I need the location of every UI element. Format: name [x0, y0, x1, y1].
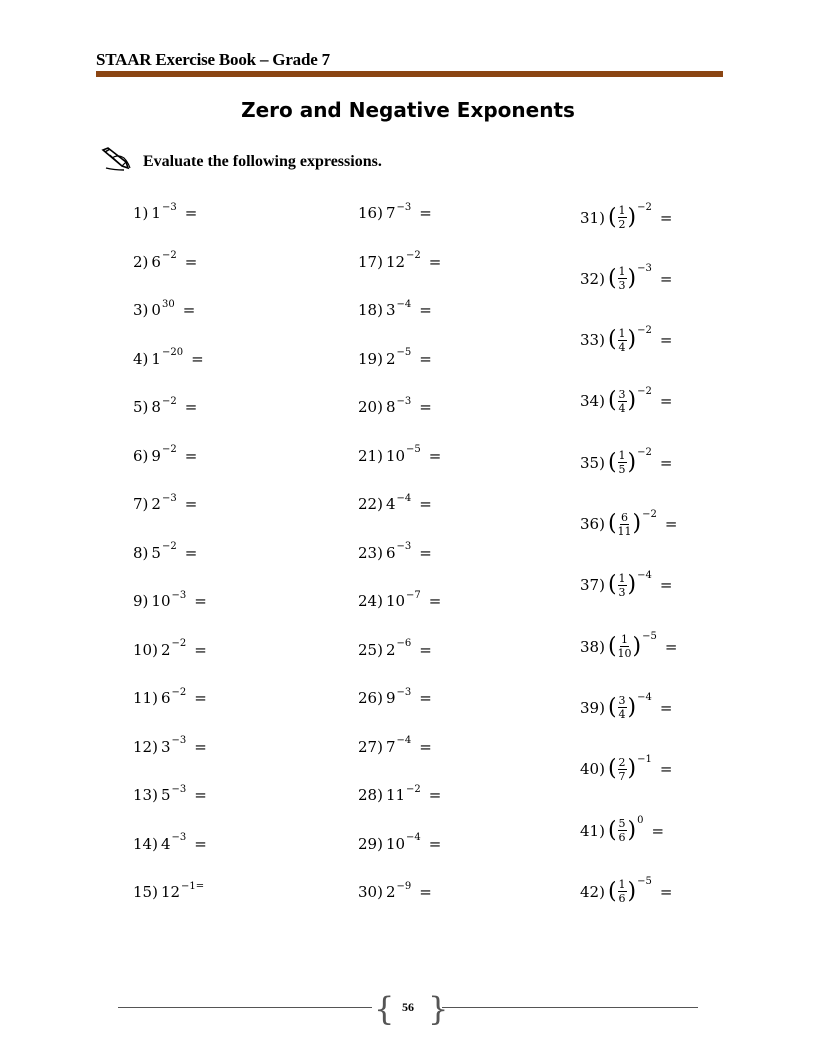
problem-number: 7) [133, 495, 149, 513]
problem-base: 9 [151, 446, 161, 465]
problem-exponent: 30 [161, 298, 175, 310]
problem-item [133, 686, 207, 707]
fraction [618, 757, 627, 782]
problem-exponent: −3 [161, 201, 177, 213]
left-paren: ( [607, 572, 617, 598]
problem-base: 4 [160, 834, 171, 853]
equals-sign: = [194, 786, 207, 804]
right-paren: ) [632, 511, 642, 536]
problem-base: 11 [385, 786, 406, 804]
equals-sign: = [184, 398, 198, 416]
problem-number: 19) [358, 349, 383, 368]
problem-exponent: −1 [637, 753, 652, 765]
problem-number: 29) [358, 834, 383, 853]
header-title: STAAR Exercise Book – Grade 7 [96, 50, 330, 69]
problem-exponent: −2 [406, 783, 421, 795]
problem-number: 36) [580, 515, 605, 533]
problem-exponent: 0 [637, 815, 644, 826]
problem-exponent: −4 [396, 492, 412, 504]
equals-sign: = [184, 252, 198, 271]
problem-item [133, 250, 198, 271]
problem-number: 11) [133, 689, 158, 707]
fraction-numerator: 3 [618, 694, 626, 708]
problem-base: 7 [385, 737, 396, 756]
problem-exponent: −9 [396, 880, 412, 892]
problem-item [133, 589, 207, 610]
problem-item [358, 686, 432, 707]
equals-sign: = [659, 208, 673, 227]
left-paren: ( [607, 204, 617, 230]
problem-base: 1 [151, 204, 161, 222]
problem-exponent: −3 [161, 492, 177, 504]
left-paren: ( [607, 817, 617, 843]
fraction-denominator: 4 [618, 401, 626, 415]
footer-bracket-left: { [374, 990, 395, 1028]
problem-base: 3 [385, 301, 396, 319]
problem-item [580, 692, 673, 722]
page-number: 56 [402, 1000, 414, 1014]
problem-item [358, 880, 432, 901]
problem-item [133, 395, 198, 416]
problem-number: 27) [358, 737, 383, 756]
equals-sign: = [659, 269, 673, 288]
fraction [618, 879, 627, 904]
problem-number: 5) [133, 398, 149, 416]
right-paren: ) [632, 633, 642, 659]
fraction-denominator: 7 [618, 769, 626, 783]
problem-number: 35) [580, 453, 605, 472]
right-paren: ) [627, 327, 637, 353]
problem-exponent: −4 [396, 298, 412, 310]
problem-item [580, 876, 673, 906]
problem-exponent: −5 [637, 876, 652, 888]
problem-item [358, 347, 432, 368]
equals-sign: = [419, 204, 432, 222]
problem-number: 24) [358, 592, 383, 610]
equals-sign: = [428, 834, 442, 853]
problem-base: 6 [160, 689, 171, 707]
problem-item [133, 880, 205, 901]
problem-exponent: −20 [161, 347, 184, 358]
problem-base: 10 [385, 446, 406, 465]
equals-sign: = [419, 737, 432, 756]
problem-base: 1 [151, 349, 161, 368]
fraction-denominator: 4 [618, 340, 626, 354]
problem-item [133, 638, 207, 659]
equals-sign: = [419, 689, 432, 707]
equals-sign: = [419, 301, 432, 319]
fraction-denominator: 6 [618, 892, 626, 906]
fraction-denominator: 2 [618, 218, 626, 231]
problem-exponent: −2 [161, 395, 177, 407]
equals-sign: = [184, 446, 198, 465]
problem-number: 32) [580, 269, 605, 288]
fraction-numerator: 1 [618, 878, 626, 892]
problem-item [580, 753, 673, 783]
left-paren: ( [607, 694, 617, 720]
problem-exponent: −2 [161, 444, 177, 455]
fraction-numerator: 3 [618, 387, 626, 401]
problem-item [133, 201, 198, 222]
problem-exponent: −3 [396, 201, 412, 213]
problem-item [580, 324, 673, 354]
equals-sign: = [428, 252, 442, 271]
problem-number: 2) [133, 252, 149, 271]
problem-base: 12 [385, 252, 406, 271]
problem-exponent: −5 [406, 444, 421, 455]
problem-exponent: −3 [171, 589, 187, 601]
fraction [618, 266, 627, 291]
fraction-numerator: 1 [618, 204, 626, 217]
equals-sign: = [659, 882, 673, 901]
problem-item [133, 347, 204, 368]
problem-exponent: −2 [637, 385, 652, 397]
fraction-denominator: 6 [618, 831, 626, 844]
problem-number: 14) [133, 834, 158, 853]
problem-item [133, 444, 198, 465]
problem-item [133, 298, 196, 319]
fraction-expression [607, 876, 652, 906]
fraction-expression [607, 753, 652, 783]
problem-item [358, 395, 432, 416]
fraction [618, 634, 632, 659]
problem-number: 40) [580, 760, 605, 779]
problem-number: 10) [133, 640, 158, 659]
problem-exponent: −3 [396, 686, 412, 698]
fraction-denominator: 3 [618, 585, 626, 599]
equals-sign: = [659, 392, 673, 411]
fraction-numerator: 5 [618, 817, 626, 830]
problem-item [580, 631, 678, 661]
fraction [618, 389, 627, 414]
problem-number: 42) [580, 882, 605, 901]
problem-number: 31) [580, 208, 605, 227]
right-paren: ) [627, 449, 637, 475]
fraction-expression [607, 815, 644, 844]
problem-number: 21) [358, 446, 383, 465]
problem-exponent: −2 [637, 447, 652, 459]
right-paren: ) [627, 694, 637, 720]
problem-base: 9 [385, 689, 396, 707]
left-paren: ( [607, 878, 617, 904]
problem-base: 8 [151, 398, 161, 416]
problem-number: 3) [133, 301, 149, 319]
problem-number: 39) [580, 698, 605, 717]
problem-number: 18) [358, 301, 383, 319]
problem-exponent: −3 [171, 832, 187, 843]
fraction-expression [607, 263, 652, 293]
problem-item [358, 735, 432, 756]
problem-number: 8) [133, 543, 149, 562]
problem-item [580, 569, 673, 599]
problem-exponent: −3 [637, 263, 652, 275]
equals-sign: = [194, 689, 207, 707]
problem-item [358, 589, 442, 610]
fraction-numerator: 1 [618, 571, 626, 585]
equals-sign: = [194, 640, 207, 659]
problem-item [358, 832, 442, 853]
equals-sign: = [428, 446, 442, 465]
left-paren: ( [607, 265, 617, 291]
fraction [618, 818, 627, 843]
problem-base: 5 [160, 786, 171, 804]
fraction-denominator: 11 [617, 524, 632, 538]
equals-sign: = [184, 543, 198, 562]
problem-number: 6) [133, 446, 149, 465]
left-paren: ( [607, 633, 617, 659]
fraction-numerator: 1 [618, 265, 626, 279]
fraction-denominator: 3 [618, 279, 626, 293]
footer-bracket-right: } [428, 990, 449, 1028]
problem-number: 9) [133, 592, 149, 610]
fraction-numerator: 2 [618, 755, 626, 769]
problem-exponent: −7 [406, 589, 421, 601]
problem-base: 8 [385, 398, 396, 416]
instruction: Evaluate the following expressions. [143, 153, 382, 170]
fraction-expression [607, 202, 652, 231]
fraction-expression [607, 447, 652, 477]
problem-exponent: −2 [642, 508, 657, 520]
fraction-numerator: 1 [618, 449, 626, 463]
problem-base: 10 [385, 834, 406, 853]
problem-exponent: −2 [171, 686, 187, 698]
fraction [618, 512, 632, 537]
fraction-denominator: 4 [618, 708, 626, 722]
problem-exponent: −2 [406, 250, 421, 261]
equals-sign: = [651, 821, 665, 840]
problem-number: 34) [580, 392, 605, 411]
problem-exponent: −2 [637, 324, 652, 336]
equals-sign: = [194, 834, 207, 853]
right-paren: ) [627, 204, 637, 230]
problem-number: 38) [580, 637, 605, 656]
problem-item [133, 735, 207, 756]
problem-exponent: −2 [161, 541, 177, 552]
right-paren: ) [627, 265, 637, 291]
problem-exponent: −5 [396, 347, 412, 358]
problem-exponent: −3 [396, 395, 412, 407]
problem-number: 30) [358, 883, 383, 901]
fraction [618, 695, 627, 720]
fraction-numerator: 1 [618, 326, 626, 340]
problem-item [358, 250, 442, 271]
left-paren: ( [607, 756, 617, 782]
problem-number: 17) [358, 252, 383, 271]
page-title: Zero and Negative Exponents [241, 98, 575, 122]
problem-exponent: −4 [406, 832, 421, 843]
equals-sign: = [419, 495, 432, 513]
right-paren: ) [627, 817, 637, 843]
problem-item [133, 492, 198, 513]
equals-sign: = [659, 331, 673, 350]
problem-base: 3 [160, 737, 171, 756]
fraction-numerator: 6 [621, 510, 629, 524]
problem-item [358, 783, 442, 804]
problem-exponent: −1= [181, 880, 205, 892]
fraction-expression [607, 569, 652, 599]
problem-base: 2 [385, 883, 396, 901]
problem-number: 41) [580, 821, 605, 840]
left-paren: ( [607, 327, 617, 353]
problem-exponent: −3 [171, 735, 187, 746]
problem-item [580, 202, 673, 231]
problem-item [133, 541, 198, 562]
problem-number: 23) [358, 543, 383, 562]
right-paren: ) [627, 388, 637, 414]
fraction-expression [607, 508, 657, 538]
fraction [618, 328, 627, 353]
problem-base: 12 [160, 883, 181, 901]
fraction-denominator: 10 [617, 647, 632, 661]
right-paren: ) [627, 572, 637, 598]
equals-sign: = [191, 349, 204, 368]
fraction [618, 205, 627, 230]
problem-number: 28) [358, 786, 383, 804]
left-paren: ( [607, 388, 617, 414]
problem-item [358, 492, 432, 513]
problem-item [580, 263, 673, 293]
problem-exponent: −4 [396, 735, 412, 746]
problem-number: 1) [133, 204, 149, 222]
problem-number: 20) [358, 398, 383, 416]
problem-item [358, 201, 432, 222]
problem-base: 10 [151, 592, 171, 610]
equals-sign: = [419, 398, 432, 416]
problem-item [580, 447, 673, 477]
problem-item [358, 638, 432, 659]
equals-sign: = [659, 576, 673, 595]
problem-base: 6 [151, 252, 161, 271]
problem-base: 2 [160, 640, 171, 659]
problem-base: 2 [385, 349, 396, 368]
problem-number: 33) [580, 331, 605, 350]
problem-item [133, 832, 207, 853]
problem-exponent: −4 [637, 569, 652, 581]
right-paren: ) [627, 878, 637, 904]
equals-sign: = [194, 592, 207, 610]
problem-item [580, 508, 678, 538]
problem-number: 12) [133, 737, 158, 756]
problem-exponent: −3 [396, 541, 412, 552]
equals-sign: = [419, 883, 432, 901]
problem-item [580, 385, 673, 415]
equals-sign: = [182, 301, 196, 319]
problem-base: 6 [385, 543, 396, 562]
problem-base: 7 [385, 204, 396, 222]
problem-item [133, 783, 207, 804]
equals-sign: = [194, 737, 207, 756]
left-paren: ( [607, 449, 617, 475]
problem-exponent: −4 [637, 692, 652, 704]
problem-number: 13) [133, 786, 158, 804]
problem-exponent: −5 [642, 631, 657, 643]
right-paren: ) [627, 756, 637, 782]
problem-number: 22) [358, 495, 383, 513]
problem-number: 37) [580, 576, 605, 595]
equals-sign: = [428, 786, 442, 804]
left-paren: ( [607, 511, 617, 536]
header-rule [96, 71, 723, 77]
problem-base: 2 [385, 640, 396, 659]
equals-sign: = [659, 453, 673, 472]
fraction [618, 450, 627, 475]
equals-sign: = [659, 760, 673, 779]
problem-number: 4) [133, 349, 149, 368]
problem-number: 15) [133, 883, 158, 901]
equals-sign: = [419, 349, 432, 368]
problem-exponent: −2 [171, 638, 187, 649]
problem-item [358, 444, 442, 465]
equals-sign: = [419, 640, 432, 659]
fraction-denominator: 5 [618, 463, 626, 477]
equals-sign: = [419, 543, 432, 562]
problem-number: 25) [358, 640, 383, 659]
problem-exponent: −2 [161, 250, 177, 261]
problem-base: 2 [151, 495, 161, 513]
problem-base: 0 [151, 301, 161, 319]
problem-number: 26) [358, 689, 383, 707]
equals-sign: = [659, 698, 673, 717]
problem-number: 16) [358, 204, 383, 222]
fraction-numerator: 1 [621, 633, 629, 647]
equals-sign: = [184, 204, 198, 222]
fraction-expression [607, 631, 657, 661]
problem-item [358, 298, 432, 319]
problem-item [358, 541, 432, 562]
fraction-expression [607, 324, 652, 354]
fraction-expression [607, 692, 652, 722]
problem-exponent: −2 [637, 202, 652, 213]
problem-item [580, 815, 665, 844]
equals-sign: = [184, 495, 198, 513]
equals-sign: = [664, 515, 678, 533]
fraction-expression [607, 385, 652, 415]
equals-sign: = [664, 637, 678, 656]
problem-exponent: −6 [396, 638, 412, 649]
problem-base: 5 [151, 543, 161, 562]
pencil-icon [100, 146, 134, 172]
problem-base: 10 [385, 592, 406, 610]
fraction [618, 573, 627, 598]
equals-sign: = [428, 592, 442, 610]
problem-exponent: −3 [171, 783, 187, 795]
problem-base: 4 [385, 495, 396, 513]
